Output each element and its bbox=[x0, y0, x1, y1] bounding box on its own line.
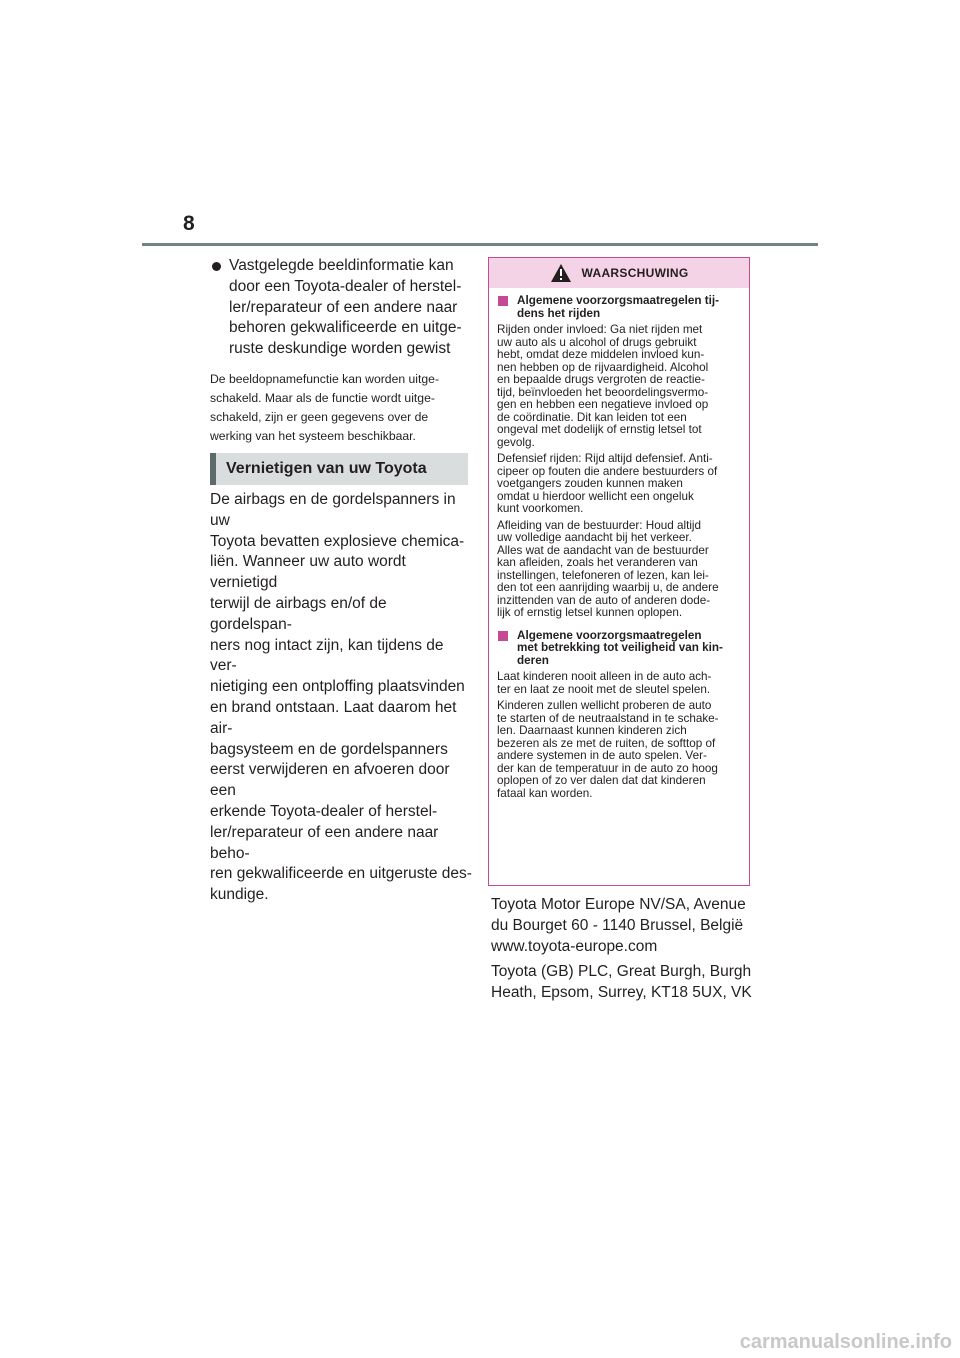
header-rule bbox=[142, 243, 818, 246]
left-column bbox=[210, 256, 472, 446]
warning-paragraph: Rijden onder invloed: Ga niet rijden met uw auto als u alcohol of drugs gebruikt hebt, omdat deze middelen invloed kun- nen hebben op de rijvaardigheid. Alcohol en bepaalde drugs vergroten de reactie- tijd, beïnvloeden het beoordelingsvermo- gen en hebben een negatieve invloed op de coördinatie. Dit kan leiden tot een ongeval met dodelijk of ernstig letsel tot gevolg. bbox=[497, 323, 709, 449]
square-bullet-icon bbox=[498, 296, 508, 306]
warning-paragraph: Laat kinderen nooit alleen in de auto ach- ter en laat ze nooit met de sleutel spelen. bbox=[497, 670, 712, 696]
warning-paragraph: Kinderen zullen wellicht proberen de auto te starten of de neutraalstand in te schake- len. Daarnaast kunnen kinderen zich bezeren als ze met de ruiten, de softtop of andere systemen in de auto spelen. Ver- der kan de temperatuur in de auto zo hoog oplopen of zo ver dalen dat dat kinderen fataal kan worden. bbox=[497, 699, 719, 800]
warning-paragraph: Defensief rijden: Rijd altijd defensief. Anti- cipeer op fouten die andere bestuurders of voetgangers zouden kunnen maken omdat u hierdoor wellicht een ongeluk kunt voorkomen. bbox=[497, 452, 718, 515]
page-number: 8 bbox=[183, 212, 195, 235]
section-title: Vernietigen van uw Toyota bbox=[210, 453, 468, 485]
warning-box bbox=[488, 257, 750, 886]
warning-content bbox=[489, 288, 749, 800]
warning-triangle-icon bbox=[550, 263, 572, 283]
address-europe: Toyota Motor Europe NV/SA, Avenue du Bourget 60 - 1140 Brussel, België www.toyota-europe.com bbox=[491, 896, 746, 955]
bullet-item bbox=[210, 256, 472, 360]
warning-heading-text: Algemene voorzorgsmaatregelen met betrekking tot veiligheid van kin- deren bbox=[517, 628, 723, 667]
note-text: De beeldopnamefunctie kan worden uitge- schakeld. Maar als de functie wordt uitge- schakeld, zijn er geen gegevens over de werking van het systeem beschikbaar. bbox=[210, 371, 440, 443]
address-gb: Toyota (GB) PLC, Great Burgh, Burgh Heath, Epsom, Surrey, KT18 5UX, VK bbox=[491, 963, 752, 1002]
warning-heading-children bbox=[497, 630, 741, 668]
body-text: De airbags en de gordelspanners in uw Toyota bevatten explosieve chemica- liën. Wanneer uw auto wordt vernietigd terwijl de airbags en/of de gordelspan- ners nog intact zijn, kan tijdens de ver- nietiging een ontploffing plaatsvinden en brand ontstaan. Laat daarom het air- bagsysteem en de gordelspanners eerst verwijderen en afvoeren door een erkende Toyota-dealer of herstel- ler/reparateur of een andere naar beho- ren gekwalificeerde en uitgeruste des- kundige. bbox=[210, 491, 472, 904]
warning-paragraph: Afleiding van de bestuurder: Houd altijd uw volledige aandacht bij het verkeer. Alles wat de aandacht van de bestuurder kan afleiden, zoals het veranderen van instellingen, telefoneren of lezen, kan lei- den tot een aanrijding waarbij u, de andere inzittenden van de auto of anderen dode- lijk of ernstig letsel kunnen oplopen. bbox=[497, 518, 719, 619]
address-block bbox=[491, 895, 753, 1009]
warning-heading-text: Algemene voorzorgsmaatregelen tij- dens het rijden bbox=[517, 294, 719, 320]
bullet-text: Vastgelegde beeldinformatie kan door een Toyota-dealer of herstel- ler/reparateur of een andere naar behoren gekwalificeerde en uitge- ruste deskundige worden gewist bbox=[229, 257, 462, 358]
warning-title: WAARSCHUWING bbox=[581, 266, 689, 280]
bullet-dot-icon bbox=[212, 262, 221, 271]
warning-header bbox=[489, 258, 749, 288]
warning-heading-driving bbox=[497, 295, 741, 320]
watermark: carmanualsonline.info bbox=[739, 1331, 952, 1353]
square-bullet-icon bbox=[498, 631, 508, 641]
